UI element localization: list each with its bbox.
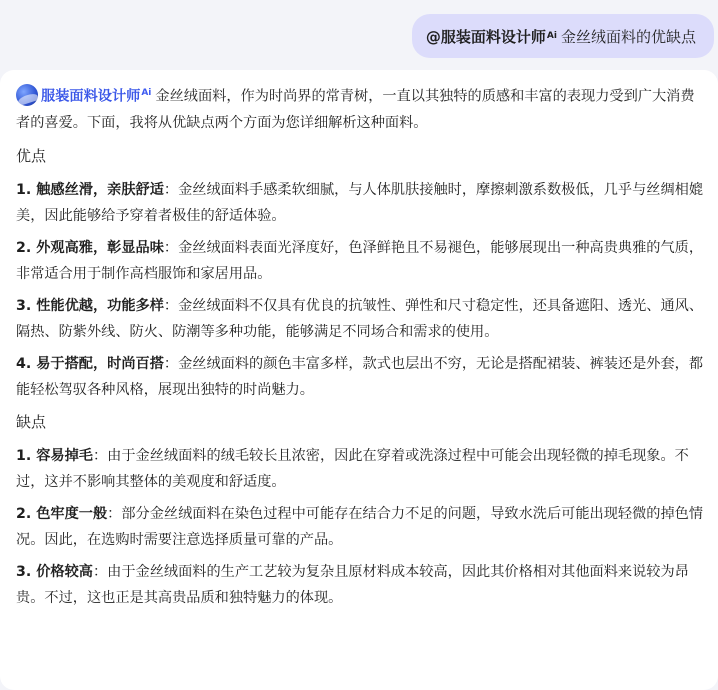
item-text: ：由于金丝绒面料的生产工艺较为复杂且原材料成本较高，因此其价格相对其他面料来说较为昂贵。不过，这也正是其高贵品质和独特魅力的体现。 <box>16 563 689 606</box>
item-title: 1. 触感丝滑，亲肤舒适 <box>16 181 164 198</box>
item-text: ：金丝绒面料手感柔软细腻，与人体肌肤接触时，摩擦刺激系数极低，几乎与丝绸相媲美，因此能够给予穿着者极佳的舒适体验。 <box>16 181 704 224</box>
item-title: 4. 易于搭配，时尚百搭 <box>16 355 164 372</box>
item-title: 3. 性能优越，功能多样 <box>16 297 164 314</box>
cons-item <box>16 501 704 553</box>
answer-intro <box>16 80 704 136</box>
item-title: 1. 容易掉毛 <box>16 447 93 464</box>
item-text: ：金丝绒面料的颜色丰富多样，款式也层出不穷，无论是搭配裙装、裤装还是外套，都能轻松驾驭各种风格，展现出独特的时尚魅力。 <box>16 355 704 398</box>
pros-item <box>16 177 704 229</box>
mention-tag[interactable]: @服装面料设计师 <box>425 27 546 46</box>
pros-heading: 优点 <box>16 146 47 165</box>
pros-item <box>16 351 704 403</box>
item-text: ：金丝绒面料不仅具有优良的抗皱性、弹性和尺寸稳定性，还具备遮阳、透光、通风、隔热、防紫外线、防火、防潮等多种功能，能够满足不同场合和需求的使用。 <box>16 297 704 340</box>
cons-item <box>16 443 704 495</box>
user-message-bubble <box>412 14 714 58</box>
answer-card <box>0 70 718 690</box>
ai-badge: Ai <box>546 31 557 41</box>
item-text: ：金丝绒面料表面光泽度好，色泽鲜艳且不易褪色，能够展现出一种高贵典雅的气质，非常适合用于制作高档服饰和家居用品。 <box>16 239 704 282</box>
item-title: 3. 价格较高 <box>16 563 93 580</box>
item-text: ：由于金丝绒面料的绒毛较长且浓密，因此在穿着或洗涤过程中可能会出现轻微的掉毛现象。不过，这并不影响其整体的美观度和舒适度。 <box>16 447 689 490</box>
item-text: ：部分金丝绒面料在染色过程中可能存在结合力不足的问题，导致水洗后可能出现轻微的掉色情况。因此，在选购时需要注意选择质量可靠的产品。 <box>16 505 704 548</box>
cons-item <box>16 559 704 611</box>
cons-heading: 缺点 <box>16 412 47 431</box>
item-title: 2. 外观高雅，彰显品味 <box>16 239 164 256</box>
pros-item <box>16 293 704 345</box>
bot-avatar-icon <box>16 84 38 106</box>
intro-text: 金丝绒面料，作为时尚界的常青树，一直以其独特的质感和丰富的表现力受到广大消费者的喜爱。下面，我将从优缺点两个方面为您详细解析这种面料。 <box>16 88 695 131</box>
pros-item <box>16 235 704 287</box>
user-message-text: 金丝绒面料的优缺点 <box>560 27 696 46</box>
ai-badge: Ai <box>141 88 152 98</box>
user-message-row <box>412 14 714 58</box>
item-title: 2. 色牢度一般 <box>16 505 108 522</box>
bot-name[interactable]: 服装面料设计师 <box>41 88 141 105</box>
